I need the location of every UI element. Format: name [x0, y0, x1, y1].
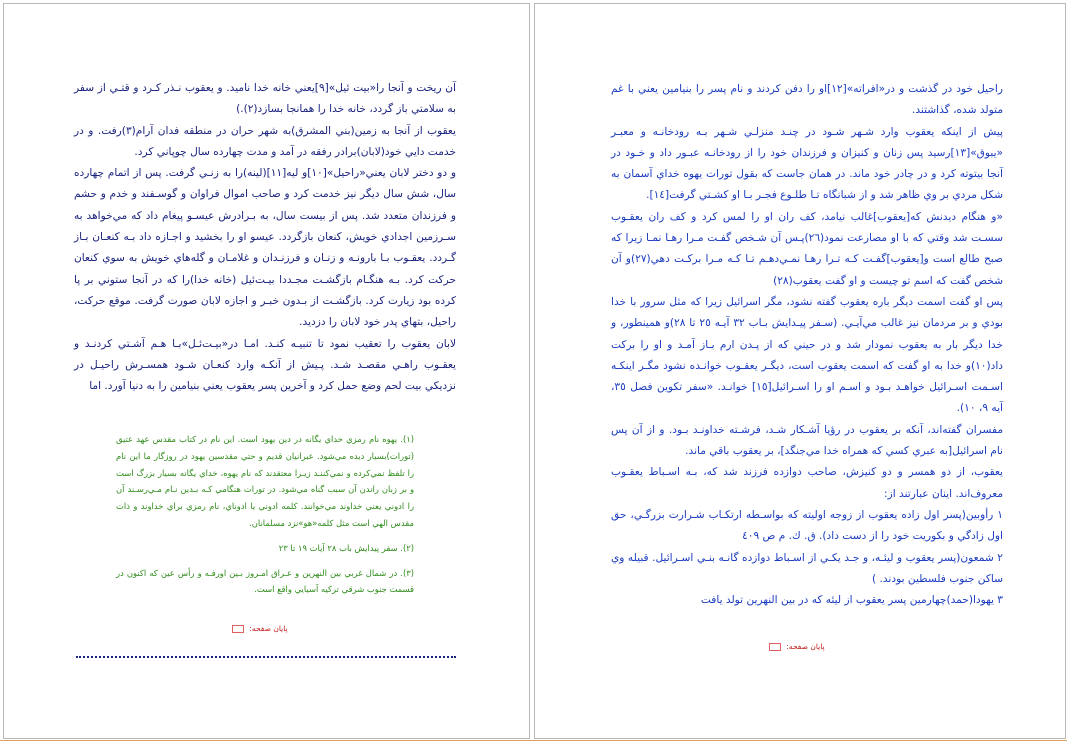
- left-page-body: [74, 78, 456, 397]
- right-page-body: [611, 79, 1003, 611]
- list-item: ٢ شمعون(پسر يعقوب و ليئـه، و جـد يكـي از اسـباط دوازده گانـه بنـي اسـرائيل. قبيله وي ساكن جنوب فلسطين بودند. ): [611, 551, 1003, 585]
- page-end-marker: [769, 642, 825, 651]
- left-page: [3, 3, 530, 739]
- page-end-label: پايان صفحه:: [786, 642, 825, 651]
- paragraph: پيش از اينكه يعقوب وارد شـهر شـود در چنـد منزلـي شـهر بـه رودخانـه و معبـر «يبوق»[١٣]رسيد پس زنان و كنيزان و فرزندان خود را از رودخانـه عبـور داد و خـود در آنجا بيتوته كرد و در چادر خود ماند. در همان جاست كه بقول تورات يهوه خداي آسمان به شكل مردي بر وي ظاهر شد و از شبانگاه تـا طلـوع فجـر بـا او كشـتي گرفت[١٤].: [611, 125, 1003, 202]
- paragraph: «و هنگام ديدنش كه[يعقوب]غالب نيامد، كف ران او را لمس كرد و كف ران يعقـوب سسـت شد وقتي كه با او مصارعت نمود(٢٦)پـس آن شـخص گفـت مـرا رهـا نمـا زيرا كه صبح طالع است و[يعقوب]گفـت كـه تـرا رهـا نمـي‌دهـم تـا كـه مـرا بركـت دهي(٢٧)و آن شخص گفت كه اسم تو چيست و او گفت يعقوب(٢٨): [611, 210, 1004, 287]
- list-item: ٣ يهودا(حمد)چهارمين پسر يعقوب از ليئه كه در بين النهرين تولد يافت: [700, 594, 1003, 607]
- paragraph: آن ريخت و آنجا را«بيت ئيل»[٩]يعني خانه خدا ناميد. و يعقوب نـذر كـرد و قتـي از سفر به سلامتي باز گردد، خانه خدا را همانجا بسازد(٢).): [74, 82, 457, 116]
- paragraph: مفسران گفته‌اند، آنكه بر يعقوب در رؤيا آشـكار شـد، فرشـته خداونـد بـود. و از آن پس نام اسرائيل[به عبري كسي كه همراه خدا مي‌جنگد]، بر يعقوب باقي ماند.: [611, 423, 1003, 458]
- paragraph: يعقوب، از دو همسر و دو كنيزش، صاحب دوازده فرزند شد كه، بـه اسـباط يعقـوب معروف‌اند. اينان عبارتند از:: [611, 466, 1003, 500]
- paragraph: پس او گفت اسمت ديگر باره يعقوب گفته نشود، مگر اسرائيل زيرا كه مثل سرور با خدا بودي و بر مردمان نيز غالب مي‌آيـي. (سـفر پيـدايش بـاب ٣٢ آيـه ٢٥ تا ٢٨)و همينطور، و خدا ديگر بار به يعقوب نمودار شد و در حيني كه از پـدن ارم بـاز آمـد و او را بركت داد(١٠)و خدا به او گفت كه اسمت يعقوب است، ديگـر يعقـوب خوانـده نشود مگـر اينكـه اسـمت اسـرائيل خواهـد بـود و اسـم او را اسـرائيل[١٥] خوانـد. «سفر تكوين فصل ٣٥، آيه ٩، ١٠).: [611, 295, 1003, 415]
- page-number-box-icon: [232, 625, 244, 633]
- paragraph: يعقوب از آنجا به زمين(بني المشرق)به شهر حران در منطقه فدان آرام(٣)رفت. و در خدمت دايي خود(لابان)برادر رفقه در آمد و مدت چهارده سال چوپاني كرد.: [74, 124, 456, 158]
- page-number-box-icon: [769, 643, 781, 651]
- footnote: (٢). سفر پيدايش باب ٢٨ آيات ١٩ تا ٢٣: [278, 542, 414, 553]
- paragraph: و دو دختر لابان يعني«راحيل»[١٠]و ليه[١١](لينه)را به زنـي گرفت. پس از اتمام چهارده سال، شش سال ديگر نيز خدمت كرد و صاحب اموال فراوان و گوسـفند و خدم و حشم و فرزندان متعدد شد. پس از بيست سال، به بـرادرش عيسـو پيغام داد كه مي‌خواهد به سـرزمين اجدادي خويش، كنعان بازگردد. عيسو او را بخشيد و اجـازه داد بـه كنعـان بـاز گـردد. يعقـوب بـا بارونـه و زنـان و فرزنـدان و غلامـان و گله‌هاي خويش به سوي كنعان حركت كرد. بـه هنگـام بازگشـت مجـددا بيـت‌ئيل (خانه خدا)را كه در آنجا ستوني بر پا كرده بود زيارت كرد. بازگشـت از بـدون خبـر و اجازه لابان صورت گرفت. موقع حركت، راحيل، بتهاي پدر خود لابان را دزديد.: [74, 167, 457, 329]
- window-bottom-border: [0, 740, 1067, 741]
- footnotes: [116, 431, 414, 606]
- list-item: ١ رأوبين(پسر اول زاده يعقوب از زوجه اوليته كه بواسـطه ارتكـاب شـرارت بزرگـي، حق اول زادگي و بكوريت خود را از دست داد). ق. ك. م ص ٤٠٩: [611, 508, 1003, 543]
- page-end-marker: [232, 624, 288, 633]
- dotted-separator: [76, 652, 456, 658]
- right-page: [534, 3, 1066, 739]
- paragraph: لابان يعقوب را تعقيب نمود تا تنبيـه كنـد. امـا در«بيـت‌ئـل»بـا هـم آشـتي كردنـد و يعقـوب راهـي مقصـد شـد. پـيش از آنكـه وارد كنعـان شـود همسـرش راحيـل در نزديكي بيت لحم وضع حمل كرد و آخرين پسر يعقوب يعني بنيامين را به دنيا آورد. اما: [74, 337, 456, 393]
- footnote: (١). يهوه نام رمزي خداي يگانه در دين يهود است. اين نام در كتاب مقدس عهد عتيق (تورات)بسيار ديده مي‌شود. عبرانيان قديم و حتي مقدسين يهود در روزگار ما اين نام را تلفظ نمي‌كرده و نمي‌كننـد زيـرا معتقدند كه نام يهوه، خداي يگانه بسيار بزرگ است و بر زبان راندن آن سبب گناه مي‌شود. در تورات هنگامي كـه بـدين نـام مـي‌رسـند آن را ادوني يعني خداوند مي‌خوانند. كلمه ادوني يا ادوناي، نام رمزي براي خداوند و ذات مقدس الهي است مثل كلمه«هو»نزد مسلمانان.: [116, 434, 414, 528]
- page-end-label: پايان صفحه:: [249, 624, 288, 633]
- footnote: (٣). در شمال غربي بين النهرين و عـراق امـروز بـين اورفـه و رأس عين كه اكنون در قسمت جنوب شرقي تركيه آسيايي واقع است.: [116, 567, 414, 595]
- paragraph: راحيل خود در گذشت و در«افراته»[١٢]او را دفن كردند و نام پسر را بنيامين يعني با غم متولد شده، گذاشتند.: [611, 83, 1003, 117]
